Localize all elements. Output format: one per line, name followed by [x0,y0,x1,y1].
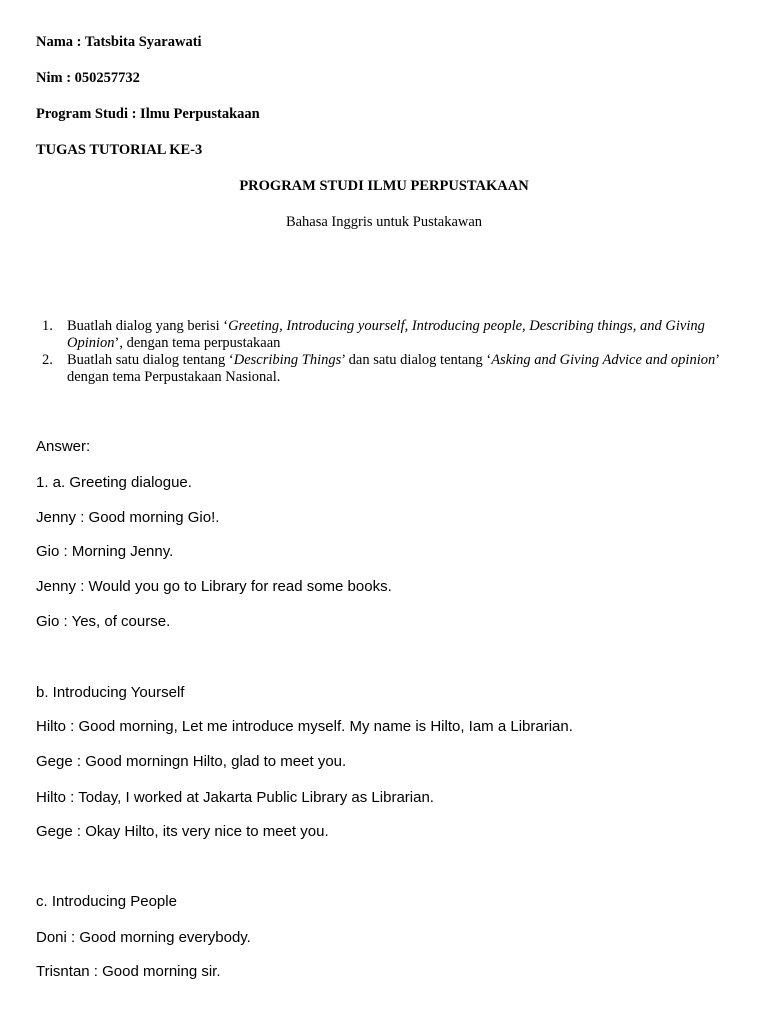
task-number: 1. [42,318,53,334]
dialogue-line: Trisntan : Good morning sir. [36,963,221,980]
student-name: Nama : Tatsbita Syarawati [36,34,202,50]
dialogue-line: Gege : Good morningn Hilto, glad to meet you. [36,753,347,770]
section-c-title: c. Introducing People [36,893,177,910]
dialogue-line: Hilto : Good morning, Let me introduce myself. My name is Hilto, Iam a Librarian. [36,718,573,735]
dialogue-line: Jenny : Would you go to Library for read some books. [36,578,392,595]
dialogue-line: Gio : Yes, of course. [36,613,171,630]
task-list [36,318,736,386]
answer-label: Answer: [36,438,91,455]
dialogue-line: Gege : Okay Hilto, its very nice to meet you. [36,823,329,840]
student-nim: Nim : 050257732 [36,70,140,86]
dialogue-line: Gio : Morning Jenny. [36,543,174,560]
task-number: 2. [42,352,53,368]
task-text: Buatlah satu dialog tentang ‘Describing Things’ dan satu dialog tentang ‘Asking and Giving Advice and opinion’ dengan tema Perpustakaan Nasional. [67,352,719,385]
section-b-title: b. Introducing Yourself [36,684,185,701]
assignment-label: TUGAS TUTORIAL KE-3 [36,142,203,158]
section-a-title: 1. a. Greeting dialogue. [36,474,192,491]
document-subtitle: Bahasa Inggris untuk Pustakawan [285,214,483,230]
task-text: Buatlah dialog yang berisi ‘Greeting, Introducing yourself, Introducing people, Describing things, and Giving Opinion’, dengan tema perpustakaan [67,318,705,351]
dialogue-line: Hilto : Today, I worked at Jakarta Public Library as Librarian. [36,789,434,806]
task-item-1 [36,318,736,352]
document-title: PROGRAM STUDI ILMU PERPUSTAKAAN [239,178,529,194]
dialogue-line: Jenny : Good morning Gio!. [36,509,220,526]
study-program: Program Studi : Ilmu Perpustakaan [36,106,260,122]
task-item-2 [36,352,736,386]
dialogue-line: Doni : Good morning everybody. [36,929,251,946]
